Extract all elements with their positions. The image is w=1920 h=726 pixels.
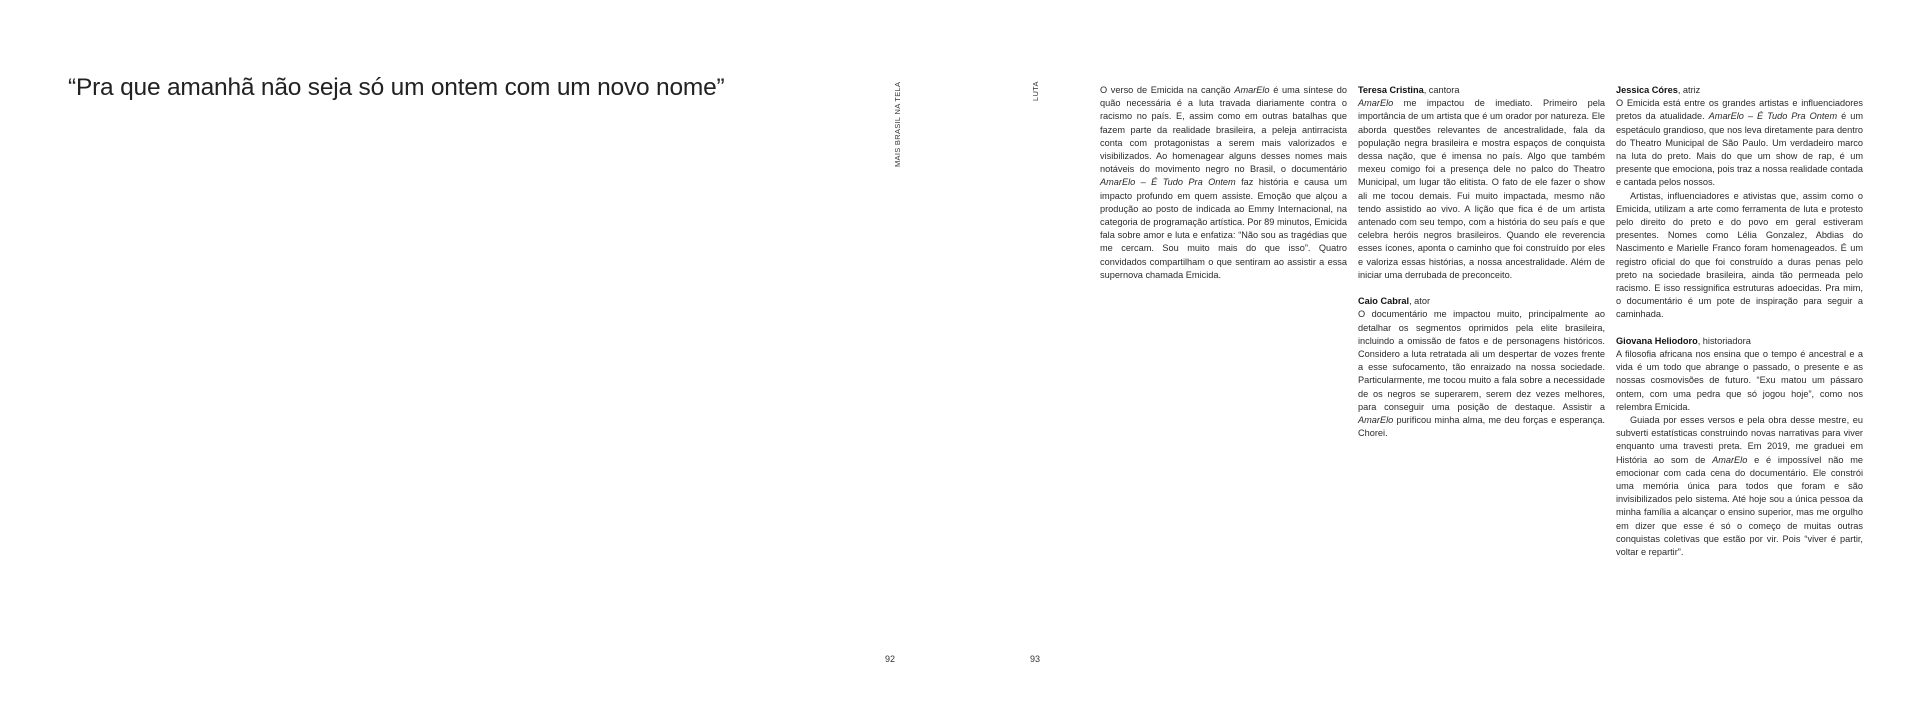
testimonial-text: Artistas, influenciadores e ativistas que, assim como o Emicida, utilizam a arte como ferramenta de luta e protesto pelo direito do preto e do povo em geral estiveram presentes. Nomes como Lélia Gonzalez, Abdias do Nascimento e Marielle Franco foram homenageados. É um registro oficial do que foi construído a duras penas pelo preto na sociedade brasileira, ainda tão permeada pelo racismo. E isso ressignifica estruturas adoecidas. Pra mim, o documentário é um pote de inspiração para seguir a caminhada. [1616,190,1863,320]
testimonials-column-2 [1358,84,1605,454]
page-number-right: 93 [1030,654,1041,664]
testimonials-column-3 [1616,84,1863,572]
running-head-right: LUTA [1031,81,1040,101]
speaker-heading: Giovana Heliodoro, historiadora [1616,335,1751,346]
pull-quote: “Pra que amanhã não seja só um ontem com um novo nome” [68,74,725,101]
testimonial-text: O documentário me impactou muito, principalmente ao detalhar os segmentos oprimidos pela elite brasileira, incluindo a omissão de fatos e de personagens históricos. Considero a luta retratada ali um despertar de vozes frente a esse sufocamento, tão enraizado na nossa sociedade. Particularmente, me tocou muito a fala sobre a necessidade de os negros se superarem, serem dez vezes melhores, para conseguir uma posição de destaque. Assistir a AmarElo purificou minha alma, me deu forças e esperança. Chorei. [1358,309,1605,439]
intro-column [1100,84,1347,282]
speaker-heading: Jessica Córes, atriz [1616,85,1701,95]
speaker-heading: Teresa Cristina, cantora [1358,85,1460,95]
testimonial-text: A filosofia africana nos ensina que o tempo é ancestral e a vida é um todo que abrange o passado, o presente e as nossas cosmovisões de futuro. “Exu matou um pássaro ontem, com uma pedra que só jogou hoje”, como nos relembra Emicida. [1616,349,1863,412]
running-head-left: MAIS BRASIL NA TELA [893,81,902,167]
testimonial-teresa [1358,84,1605,282]
testimonial-text: O Emicida está entre os grandes artistas e influenciadores pretos da atualidade. AmarElo – É Tudo Pra Ontem é um espetáculo grandioso, que nos leva diretamente para dentro do Theatro Municipal de São Paulo. Um verdadeiro marco na luta do preto. Mais do que um show de rap, é um presente que emociona, pois traz a nossa realidade contada e cantada pelos nossos. [1616,98,1863,188]
testimonial-text: Guiada por esses versos e pela obra desse mestre, eu subverti estatísticas construindo novas narrativas para viver enquanto uma travesti preta. Em 2019, me graduei em História ao som de AmarElo e é impossível não me emocionar com cada cena do documentário. Ele constrói uma memória única para todos que foram e são invisibilizados pelo sistema. Até hoje sou a única pessoa da minha família a alcançar o ensino superior, mas me orgulho em dizer que esse é só o começo de muitas outras conquistas coletivas que estão por vir. Pois “viver é partir, voltar e repartir”. [1616,415,1863,558]
testimonial-jessica [1616,84,1863,322]
page-number-left: 92 [885,654,896,664]
intro-paragraph: O verso de Emicida na canção AmarElo é uma síntese do quão necessária é a luta travada diariamente contra o racismo no país. E, assim como em outras batalhas que fazem parte da realidade brasileira, a peleja antirracista conta com protagonistas a serem mais valorizados e visibilizados. Ao homenagear alguns desses nomes mais notáveis do movimento negro no Brasil, o documentário AmarElo – É Tudo Pra Ontem faz história e causa um impacto profundo em quem assiste. Emoção que alçou a produção ao posto de indicada ao Emmy Internacional, na categoria de programação artística. Por 89 minutos, Emicida fala sobre amor e luta e enfatiza: “Não sou as tragédias que me cercam. Sou muito mais do que isso”. Quatro convidados compartilham o que sentiram ao assistir a essa supernova chamada Emicida. [1100,85,1348,280]
testimonial-caio [1358,295,1605,440]
testimonial-text: AmarElo me impactou de imediato. Primeiro pela importância de um artista que é um orador por natureza. Ele aborda questões relevantes de ancestralidade, fala da população negra brasileira e mostra espaços de conquista dessa nação, que é imensa no país. Algo que também mexeu comigo foi a presença dele no palco do Theatro Municipal, um lugar tão elitista. O fato de ele fazer o show ali me tocou demais. Fui muito impactada, mesmo não tendo assistido ao vivo. A lição que fica é de um artista antenado com seu tempo, com a história do seu país e que celebra heróis negros brasileiros. Quando ele reverencia esses ícones, aponta o caminho que foi construído por eles e valoriza essas histórias, a nossa ancestralidade. Além de iniciar uma derrubada de preconceito. [1358,98,1605,280]
testimonial-giovana [1616,335,1863,559]
speaker-heading: Caio Cabral, ator [1358,296,1430,307]
